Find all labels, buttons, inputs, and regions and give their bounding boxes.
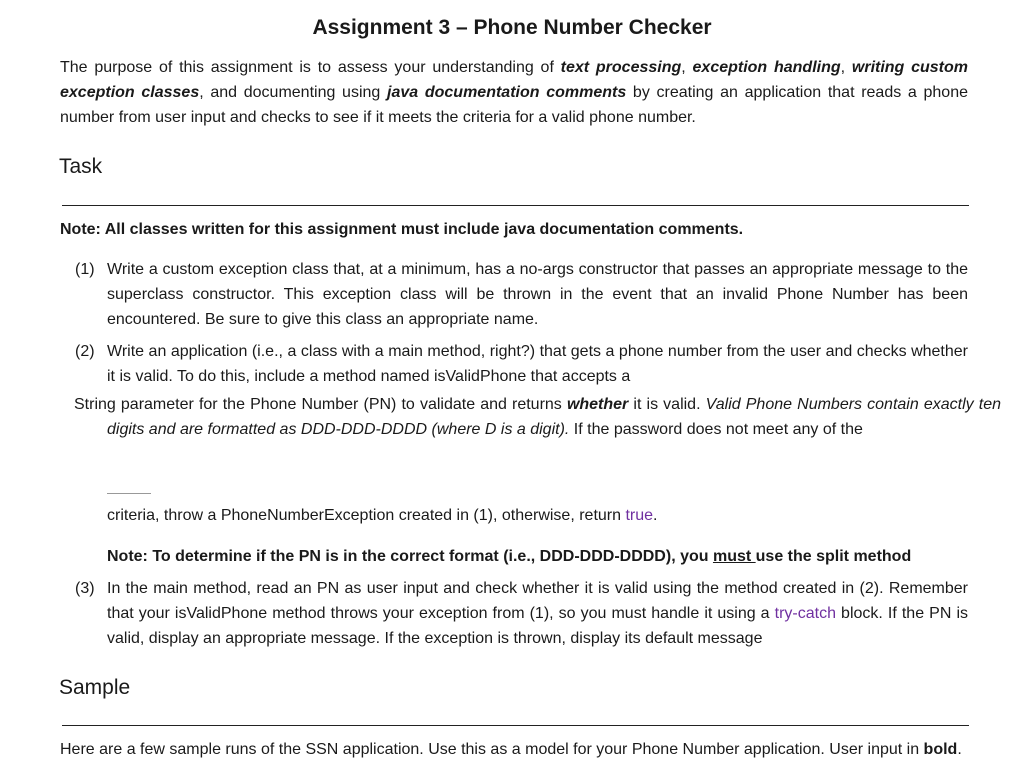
- sample-paragraph: Here are a few sample runs of the SSN application. Use this as a model for your Phone Number application. User input in bold.: [60, 741, 962, 758]
- sample-heading: Sample: [59, 676, 131, 699]
- item-number: (2): [75, 343, 95, 360]
- keyword-exception-handling: exception handling: [692, 59, 841, 76]
- string-parameter-paragraph: String parameter for the Phone Number (PN) to validate and returns whether it is valid. Valid Phone Numbers contain exactly ten digits and are formatted as DDD-DDD-DDDD (where D is a digit). If the password does not meet any of the: [74, 396, 1002, 438]
- list-item: [60, 339, 968, 389]
- list-item: [60, 257, 968, 332]
- note-documentation: Note: All classes written for this assignment must include java documentation comments.: [60, 221, 744, 238]
- list-item: [60, 576, 968, 651]
- page-title: Assignment 3 – Phone Number Checker: [312, 16, 712, 39]
- valid-format-italic: Valid Phone Numbers contain exactly ten digits and are formatted as DDD-DDD-DDDD (where D is a digit).: [107, 396, 1002, 438]
- task-divider: [62, 205, 969, 206]
- split-method-note: Note: To determine if the PN is in the correct format (i.e., DDD-DDD-DDDD), you must use the split method: [107, 548, 912, 565]
- intro-paragraph: The purpose of this assignment is to assess your understanding of text processing, exception handling, writing custom exception classes, and documenting using java documentation comments by creating an application that reads a phone number from user input and checks to see if it meets the criteria for a valid phone number.: [60, 59, 969, 126]
- task-heading: Task: [59, 155, 103, 178]
- true-keyword: true: [625, 507, 654, 524]
- short-divider: [107, 493, 151, 494]
- item-number: (3): [75, 580, 95, 597]
- item-text: Write a custom exception class that, at a minimum, has a no-args constructor that passes an appropriate message to the superclass constructor. This exception class will be thrown in the event that an invalid Phone Number has been encountered. Be sure to give this class an appropriate name.: [107, 261, 968, 328]
- try-catch-keyword: try-catch: [774, 605, 836, 622]
- item-text: In the main method, read an PN as user input and check whether it is valid using the method created in (2). Remember that your isValidPhone method throws your exception from (1), so you must handle it using a try-catch block. If the PN is valid, display an appropriate message. If the exception is thrown, display its default message: [107, 580, 969, 647]
- sample-divider: [62, 725, 969, 726]
- must-underlined: must: [712, 548, 756, 565]
- item-number: (1): [75, 261, 95, 278]
- keyword-text-processing: text processing: [560, 59, 682, 76]
- item-text: Write an application (i.e., a class with a main method, right?) that gets a phone number from the user and checks whether it is valid. To do this, include a method named isValidPhone that accepts a: [107, 343, 968, 385]
- bold-word: bold: [923, 741, 958, 758]
- keyword-java-doc-comments: java documentation comments: [387, 84, 627, 101]
- keyword-custom-exceptions: writing custom exception classes: [60, 59, 969, 101]
- criteria-text: criteria, throw a PhoneNumberException created in (1), otherwise, return true.: [107, 507, 658, 524]
